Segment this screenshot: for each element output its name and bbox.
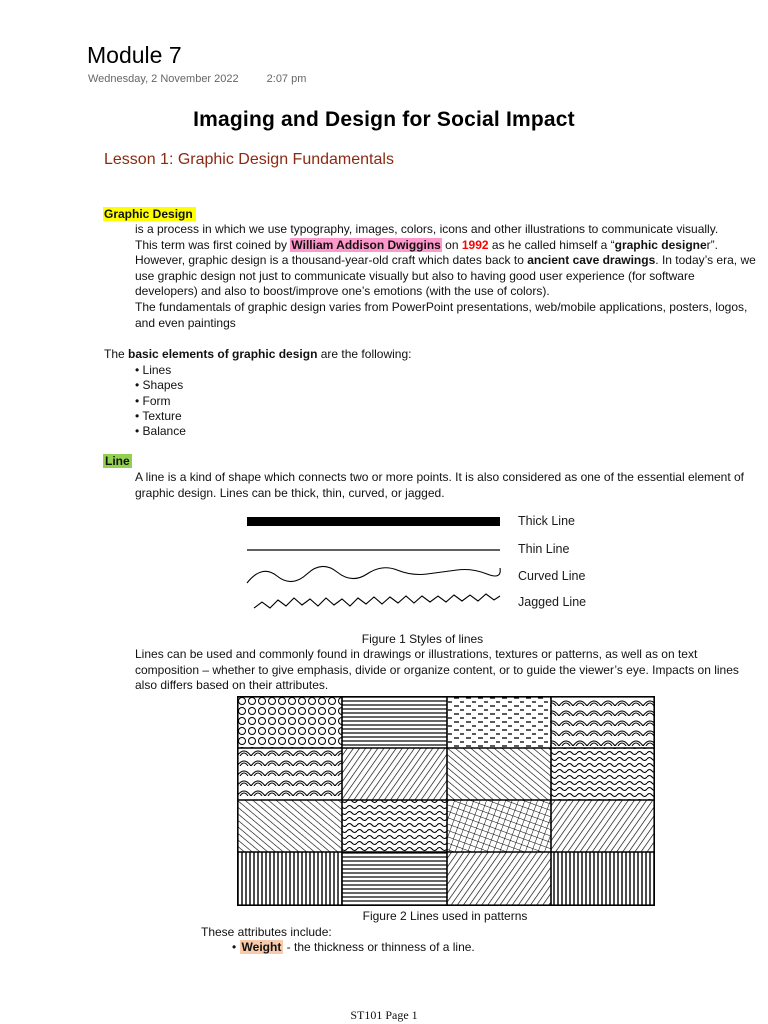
page-title: Imaging and Design for Social Impact	[193, 108, 575, 131]
pattern-tile	[447, 852, 551, 906]
line-heading	[103, 454, 132, 468]
line-definition: A line is a kind of shape which connects two or more points. It is also considered as one of the essential element of graphic design. Lines can be thick, thin, curved, or jagged.	[135, 470, 745, 500]
graphic-design-origin	[135, 238, 760, 254]
module-title: Module 7	[87, 42, 182, 68]
lesson-title: Lesson 1: Graphic Design Fundamentals	[104, 151, 394, 168]
pattern-tile	[342, 852, 447, 906]
pattern-tile	[447, 696, 551, 748]
pattern-tile	[342, 800, 447, 852]
list-item: • Texture	[135, 408, 182, 423]
weight-description: - the thickness or thinness of a line.	[283, 940, 475, 954]
basic-intro-a: The	[104, 347, 129, 361]
dwiggins-name: William Addison Dwiggins	[291, 237, 441, 252]
weight-label: Weight	[241, 940, 282, 954]
origin-text-a: This term was first coined by	[135, 237, 291, 252]
figure-line-patterns	[237, 696, 655, 906]
basic-intro-b: are the following:	[317, 347, 412, 361]
line-label: Line	[105, 454, 130, 468]
page-date: Wednesday, 2 November 2022	[88, 73, 239, 85]
pattern-tile	[447, 800, 551, 852]
pattern-tile	[342, 696, 447, 748]
figure2-caption: Figure 2 Lines used in patterns	[362, 909, 528, 923]
thick-line	[247, 517, 500, 526]
list-item: • Shapes	[135, 378, 184, 393]
curved-line	[247, 566, 500, 583]
graphic-design-fundamentals: The fundamentals of graphic design varies from PowerPoint presentations, web/mobile applications, posters, logos, and even paintings	[135, 299, 748, 330]
attributes-intro: These attributes include:	[201, 925, 332, 939]
history-text-b: . In today’s era, we use graphic design not just to communicate visually but also to having good user experience (for software developers) and also to boost/improve one’s emotions (with the use of colors).	[135, 253, 756, 299]
pattern-tile	[342, 748, 447, 800]
list-item: • Lines	[135, 363, 172, 377]
graphic-design-history	[135, 253, 760, 300]
basic-elements-intro	[104, 347, 411, 363]
pattern-tile	[237, 800, 342, 852]
pattern-tile	[447, 748, 551, 800]
origin-text-b: on	[441, 237, 462, 252]
graphic-designer-term: graphic designe	[614, 237, 707, 252]
graphic-design-heading	[103, 207, 196, 221]
page-meta	[88, 73, 334, 85]
basic-elements-bold: basic elements of graphic design	[128, 347, 318, 361]
jagged-line-label: Jagged Line	[518, 595, 587, 609]
graphic-design-body	[135, 222, 760, 331]
pattern-tile	[237, 696, 342, 748]
graphic-design-label: Graphic Design	[103, 207, 196, 221]
year-1992: 1992	[461, 237, 489, 252]
list-item: • Balance	[135, 424, 186, 439]
lines-usage-paragraph: Lines can be used and commonly found in drawings or illustrations, textures or patterns, as well as on text composition – whether to give emphasis, divide or organize content, or to guide the viewer’s eye. Impacts on lines also differs based on their attributes.	[135, 647, 739, 693]
origin-text-c: as he called himself a “	[488, 237, 615, 252]
jagged-line	[254, 594, 500, 608]
page-footer: ST101 Page 1	[350, 1008, 418, 1022]
list-item: • Form	[135, 393, 171, 408]
bullet: •	[232, 940, 240, 954]
attribute-weight	[232, 940, 475, 954]
figure-styles-of-lines	[240, 508, 610, 620]
thin-line-label: Thin Line	[518, 542, 570, 556]
ancient-cave-drawings: ancient cave drawings	[527, 253, 656, 268]
graphic-design-definition: is a process in which we use typography, images, colors, icons and other illustrations to communicate visually.	[135, 222, 719, 236]
curved-line-label: Curved Line	[518, 569, 586, 583]
pattern-tile	[551, 748, 655, 800]
pattern-tile	[551, 696, 655, 748]
history-text-a: However, graphic design is a thousand-year-old craft which dates back to	[135, 253, 528, 268]
origin-text-d: r”.	[706, 237, 718, 252]
pattern-tile	[551, 800, 655, 852]
pattern-tile	[551, 852, 655, 906]
pattern-tile	[237, 852, 342, 906]
pattern-tile	[237, 748, 342, 800]
page-time: 2:07 pm	[266, 73, 307, 85]
basic-elements-list	[135, 363, 186, 439]
thick-line-label: Thick Line	[518, 514, 575, 528]
figure1-caption: Figure 1 Styles of lines	[361, 632, 484, 646]
